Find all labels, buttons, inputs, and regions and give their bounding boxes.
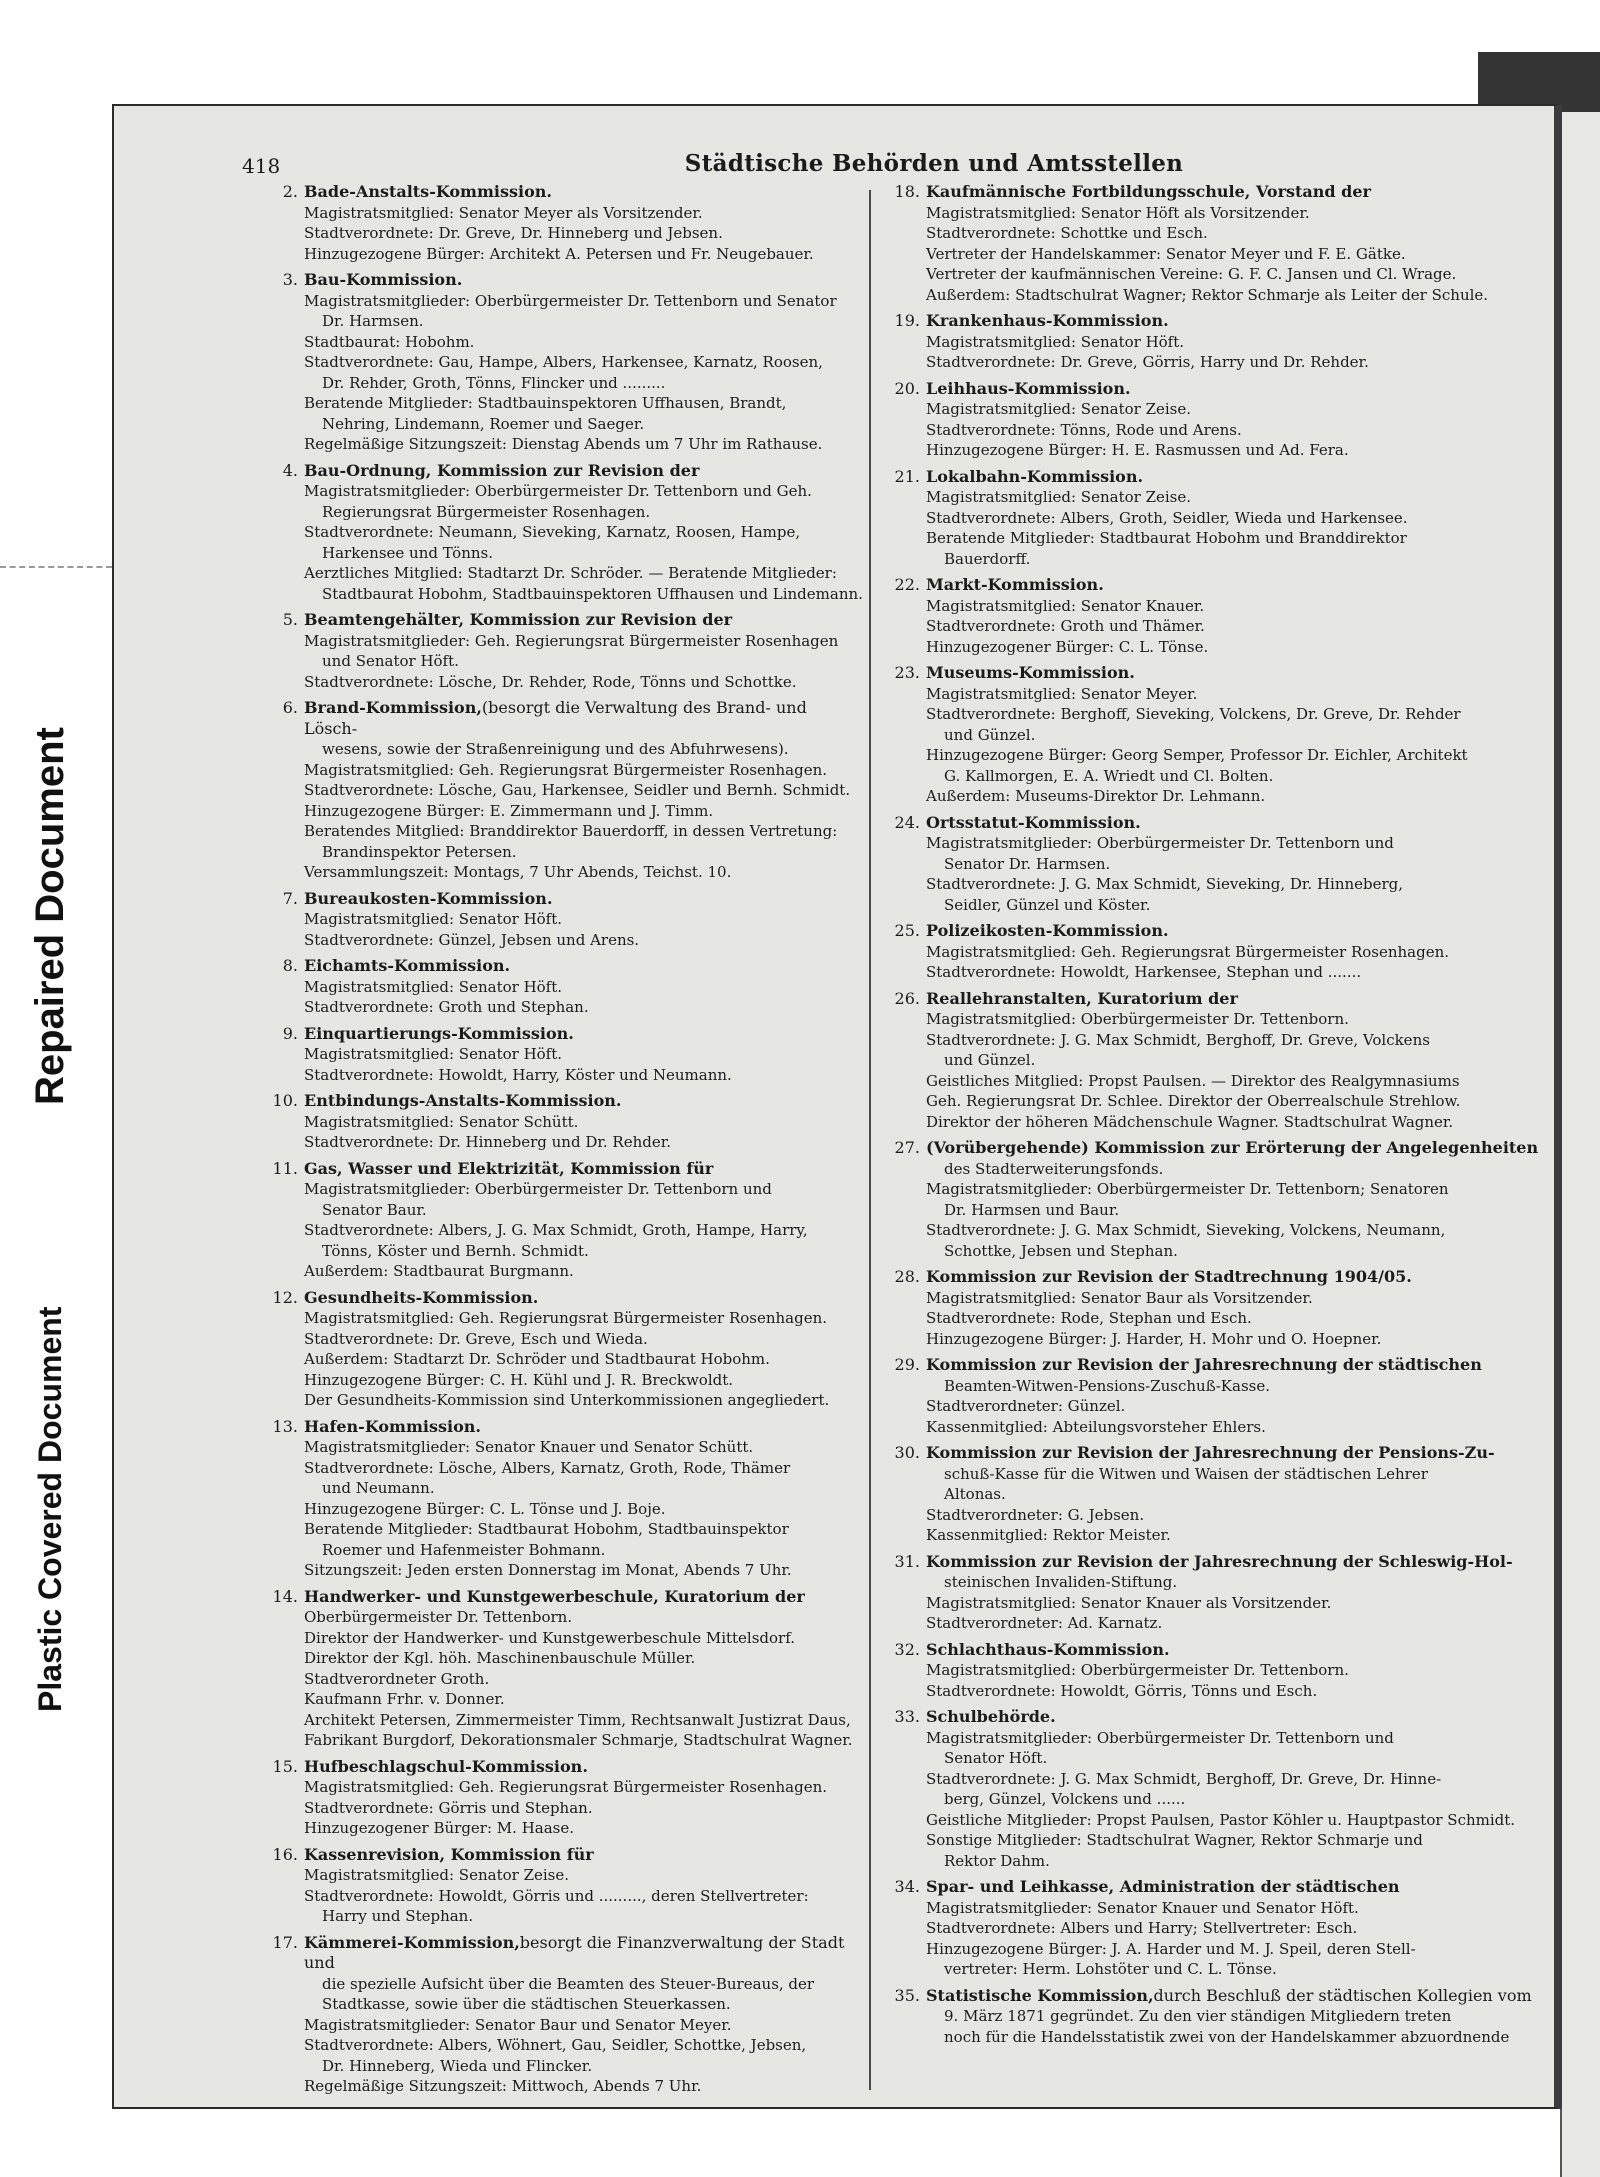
entry-title: Hufbeschlagschul-Kommission. xyxy=(304,1756,588,1776)
entry-line: Kassenmitglied: Rektor Meister. xyxy=(926,1526,1171,1544)
entry-line: wesens, sowie der Straßenreinigung und des Abfuhrwesens). xyxy=(322,740,789,758)
entry-line: Magistratsmitglied: Oberbürgermeister Dr. Tettenborn. xyxy=(926,1661,1349,1679)
dashed-margin-mark xyxy=(0,566,112,568)
entry-line: Stadtverordnete: Rode, Stephan und Esch. xyxy=(926,1309,1252,1327)
entry-line: Magistratsmitglieder: Senator Knauer und Senator Höft. xyxy=(926,1898,1359,1917)
entry-line: Stadtkasse, sowie über die städtischen Steuerkassen. xyxy=(322,1995,731,2013)
entry-line: Stadtverordnete: Schottke und Esch. xyxy=(926,224,1208,242)
entry-title: Brand-Kommission, xyxy=(304,698,482,717)
entry-heading xyxy=(886,1640,1541,1661)
entry-line: Hinzugezogene Bürger: E. Zimmermann und J. Timm. xyxy=(304,801,714,820)
entry-number: 13. xyxy=(272,1416,298,1436)
entry-line: Magistratsmitglieder: Oberbürgermeister Dr. Tettenborn und xyxy=(304,1180,772,1198)
entry-line: Magistratsmitglied: Senator Höft. xyxy=(304,977,563,996)
entry-title: Leihhaus-Kommission. xyxy=(926,378,1131,398)
entry-line: Oberbürgermeister Dr. Tettenborn. xyxy=(304,1608,573,1626)
entry-line: Der Gesundheits-Kommission sind Unterkommissionen angegliedert. xyxy=(304,1391,830,1409)
entry-line: Stadtbaurat: Hobohm. xyxy=(304,332,475,351)
entry-line: Magistratsmitglied: Senator Höft. xyxy=(304,1045,563,1063)
entry-line: Magistratsmitglieder: Oberbürgermeister Dr. Tettenborn; Senatoren xyxy=(926,1180,1449,1198)
commission-entry xyxy=(886,1443,1541,1546)
entry-line: Stadtverordnete: Dr. Greve, Görris, Harry und Dr. Rehder. xyxy=(926,353,1369,371)
commission-entry xyxy=(886,1986,1541,2048)
entry-line: Stadtverordnete: Albers, Groth, Seidler, Wieda und Harkensee. xyxy=(926,508,1408,527)
entry-title: Hafen-Kommission. xyxy=(304,1416,481,1436)
entry-line: Stadtverordnete: Groth und Stephan. xyxy=(304,998,589,1016)
entry-line: Senator Baur. xyxy=(322,1200,427,1219)
entry-line: Altonas. xyxy=(944,1485,1006,1503)
entry-line: Stadtverordnete: Tönns, Rode und Arens. xyxy=(926,420,1242,439)
entry-line: Hinzugezogene Bürger: J. Harder, H. Mohr und O. Hoepner. xyxy=(926,1329,1382,1348)
entry-line: Stadtverordnete: Albers, J. G. Max Schmidt, Groth, Hampe, Harry, xyxy=(304,1221,808,1239)
entry-number: 28. xyxy=(894,1267,920,1286)
entry-line: Stadtverordnete: Dr. Greve, Esch und Wieda. xyxy=(304,1329,648,1348)
entry-line: Magistratsmitglied: Senator Baur als Vorsitzender. xyxy=(926,1288,1313,1307)
entry-title: Ortsstatut-Kommission. xyxy=(926,812,1141,832)
entry-line: Bauerdorff. xyxy=(944,549,1031,568)
entry-line: Seidler, Günzel und Köster. xyxy=(944,895,1151,914)
entry-number: 3. xyxy=(282,270,298,289)
entry-heading xyxy=(264,270,864,291)
entry-title: Museums-Kommission. xyxy=(926,663,1135,682)
entry-line: Aerztliches Mitglied: Stadtarzt Dr. Schröder. — Beratende Mitglieder: xyxy=(304,564,837,582)
entry-line: Außerdem: Museums-Direktor Dr. Lehmann. xyxy=(926,787,1266,805)
entry-line: Harkensee und Tönns. xyxy=(322,543,493,562)
entry-number: 5. xyxy=(282,610,298,629)
entry-line: Stadtverordneter: Günzel. xyxy=(926,1397,1126,1415)
entry-line: Nehring, Lindemann, Roemer und Saeger. xyxy=(322,414,645,433)
entry-line: Stadtverordnete: Albers und Harry; Stellvertreter: Esch. xyxy=(926,1919,1358,1937)
entry-line: schuß-Kasse für die Witwen und Waisen der städtischen Lehrer xyxy=(944,1464,1428,1483)
entry-title-remark: besorgt die Finanzverwaltung der Stadt und xyxy=(304,1932,845,1972)
entry-title: Krankenhaus-Kommission. xyxy=(926,311,1169,330)
commission-entry xyxy=(264,461,864,605)
entry-line: Hinzugezogener Bürger: C. L. Tönse. xyxy=(926,637,1209,656)
entry-line: Hinzugezogene Bürger: Georg Semper, Professor Dr. Eichler, Architekt xyxy=(926,746,1468,764)
entry-line: Beratende Mitglieder: Stadtbauinspektoren Uffhausen, Brandt, xyxy=(304,394,787,412)
entry-line: Regelmäßige Sitzungszeit: Mittwoch, Abends 7 Uhr. xyxy=(304,2077,702,2095)
entry-line: Harry und Stephan. xyxy=(322,1907,474,1925)
entry-line: Dr. Harmsen. xyxy=(322,312,424,330)
entry-line: Stadtverordnete: Albers, Wöhnert, Gau, Seidler, Schottke, Jebsen, xyxy=(304,2036,807,2054)
commission-entry xyxy=(264,1587,864,1751)
entry-number: 29. xyxy=(894,1355,920,1374)
entry-title: Beamtengehälter, Kommission zur Revision der xyxy=(304,610,733,629)
entry-number: 24. xyxy=(894,812,920,832)
entry-line: Magistratsmitglieder: Senator Baur und Senator Meyer. xyxy=(304,2015,732,2034)
entry-line: Magistratsmitglied: Geh. Regierungsrat Bürgermeister Rosenhagen. xyxy=(926,942,1450,961)
entry-line: Hinzugezogene Bürger: Architekt A. Petersen und Fr. Neugebauer. xyxy=(304,244,814,263)
entry-title: Kommission zur Revision der Jahresrechnung der Pensions-Zu- xyxy=(926,1443,1495,1462)
entry-heading xyxy=(264,1587,864,1608)
entry-line: Stadtverordneter Groth. xyxy=(304,1669,490,1688)
commission-entry xyxy=(886,921,1541,983)
entry-line: und Neumann. xyxy=(322,1479,435,1497)
commission-entry xyxy=(886,311,1541,373)
entry-line: Stadtverordnete: Howoldt, Görris und ........., deren Stellvertreter: xyxy=(304,1886,809,1905)
entry-line: Magistratsmitglied: Senator Höft. xyxy=(926,332,1185,351)
commission-entry xyxy=(886,813,1541,916)
entry-line: Hinzugezogene Bürger: J. A. Harder und M. J. Speil, deren Stell- xyxy=(926,1939,1416,1958)
entry-line: des Stadterweiterungsfonds. xyxy=(944,1159,1164,1178)
commission-entry xyxy=(264,1845,864,1927)
entry-line: Stadtverordnete: J. G. Max Schmidt, Berghoff, Dr. Greve, Dr. Hinne- xyxy=(926,1769,1442,1788)
entry-line: Magistratsmitglied: Senator Knauer als Vorsitzender. xyxy=(926,1593,1332,1612)
commission-entry xyxy=(264,610,864,692)
entry-line: Regierungsrat Bürgermeister Rosenhagen. xyxy=(322,502,651,521)
entry-title: Schulbehörde. xyxy=(926,1707,1056,1726)
entry-line: Brandinspektor Petersen. xyxy=(322,842,517,861)
entry-line: Stadtverordnete: Günzel, Jebsen und Arens. xyxy=(304,930,640,949)
commission-entry xyxy=(886,467,1541,570)
entry-title: Gesundheits-Kommission. xyxy=(304,1287,539,1307)
entry-line: Geh. Regierungsrat Dr. Schlee. Direktor der Oberrealschule Strehlow. xyxy=(926,1092,1461,1110)
entry-line: Magistratsmitglied: Senator Meyer. xyxy=(926,684,1198,703)
entry-line: Dr. Rehder, Groth, Tönns, Flincker und ......... xyxy=(322,373,666,392)
commission-entry xyxy=(886,1877,1541,1980)
entry-line: noch für die Handelsstatistik zwei von der Handelskammer abzuordnende xyxy=(944,2027,1510,2046)
commission-entry xyxy=(264,1417,864,1581)
entry-line: Sonstige Mitglieder: Stadtschulrat Wagner, Rektor Schmarje und xyxy=(926,1831,1423,1849)
entry-line: Magistratsmitglied: Oberbürgermeister Dr. Tettenborn. xyxy=(926,1010,1349,1028)
entry-line: Magistratsmitglieder: Oberbürgermeister Dr. Tettenborn und xyxy=(926,834,1394,852)
entry-number: 6. xyxy=(282,698,298,717)
entry-heading xyxy=(264,956,864,977)
commission-entry xyxy=(264,1159,864,1282)
entry-line: und Senator Höft. xyxy=(322,652,459,670)
entry-line: Außerdem: Stadtschulrat Wagner; Rektor Schmarje als Leiter der Schule. xyxy=(926,285,1489,304)
entry-line: Magistratsmitglied: Geh. Regierungsrat Bürgermeister Rosenhagen. xyxy=(304,760,828,779)
entry-heading xyxy=(264,1159,864,1180)
entry-line: vertreter: Herm. Lohstöter und C. L. Tönse. xyxy=(944,1960,1277,1978)
entry-line: Roemer und Hafenmeister Bohmann. xyxy=(322,1540,606,1559)
entry-line: Hinzugezogene Bürger: H. E. Rasmussen und Ad. Fera. xyxy=(926,441,1349,459)
running-title: Städtische Behörden und Amtsstellen xyxy=(684,150,1184,177)
entry-line: Stadtverordnete: Dr. Hinneberg und Dr. Rehder. xyxy=(304,1133,672,1151)
entry-number: 7. xyxy=(282,888,298,908)
entry-line: Geistliche Mitglieder: Propst Paulsen, Pastor Köhler u. Hauptpastor Schmidt. xyxy=(926,1810,1516,1829)
entry-line: Magistratsmitglied: Senator Höft. xyxy=(304,910,563,928)
entry-number: 15. xyxy=(272,1756,298,1776)
entry-title: Bau-Kommission. xyxy=(304,270,463,289)
entry-line: Magistratsmitglieder: Senator Knauer und Senator Schütt. xyxy=(304,1438,754,1456)
entry-line: Magistratsmitglied: Geh. Regierungsrat Bürgermeister Rosenhagen. xyxy=(304,1309,828,1327)
entry-line: Direktor der Kgl. höh. Maschinenbauschule Müller. xyxy=(304,1649,696,1667)
commission-entry xyxy=(264,270,864,455)
entry-line: Beratende Mitglieder: Stadtbaurat Hobohm und Branddirektor xyxy=(926,529,1407,547)
entry-number: 33. xyxy=(894,1707,920,1726)
entry-heading xyxy=(886,467,1541,488)
entry-title: Markt-Kommission. xyxy=(926,575,1104,594)
entry-line: Stadtverordnete: Berghoff, Sieveking, Volckens, Dr. Greve, Dr. Rehder xyxy=(926,705,1461,723)
entry-heading xyxy=(886,182,1541,203)
commission-entry xyxy=(886,1138,1541,1261)
entry-title: Kommission zur Revision der Jahresrechnung der städtischen xyxy=(926,1355,1482,1374)
entry-heading xyxy=(264,1288,864,1309)
entry-number: 25. xyxy=(894,921,920,940)
entry-line: Beratende Mitglieder: Stadtbaurat Hobohm, Stadtbauinspektor xyxy=(304,1520,789,1538)
entry-number: 31. xyxy=(894,1551,920,1571)
entry-number: 19. xyxy=(894,311,920,330)
entry-title: Spar- und Leihkasse, Administration der städtischen xyxy=(926,1877,1400,1896)
entry-title: Reallehranstalten, Kuratorium der xyxy=(926,988,1238,1008)
entry-line: Stadtverordneter: Ad. Karnatz. xyxy=(926,1614,1163,1632)
commission-entry xyxy=(264,889,864,951)
document-page xyxy=(112,104,1562,2109)
entry-line: Magistratsmitglied: Geh. Regierungsrat Bürgermeister Rosenhagen. xyxy=(304,1778,828,1796)
entry-line: Stadtverordnete: Groth und Thämer. xyxy=(926,617,1205,635)
entry-number: 22. xyxy=(894,575,920,594)
entry-title: Kämmerei-Kommission, xyxy=(304,1932,520,1952)
entry-line: Magistratsmitglieder: Oberbürgermeister Dr. Tettenborn und xyxy=(926,1728,1394,1747)
entry-line: Stadtverordneter: G. Jebsen. xyxy=(926,1505,1145,1524)
commission-entry xyxy=(264,1933,864,2097)
entry-line: 9. März 1871 gegründet. Zu den vier ständigen Mitgliedern treten xyxy=(944,2007,1452,2025)
entry-title: Statistische Kommission, xyxy=(926,1985,1154,2005)
entry-number: 8. xyxy=(282,956,298,975)
entry-number: 21. xyxy=(894,466,920,486)
commission-entry xyxy=(264,1288,864,1411)
entry-line: Stadtverordnete: J. G. Max Schmidt, Sieveking, Volckens, Neumann, xyxy=(926,1221,1446,1239)
entry-title: Lokalbahn-Kommission. xyxy=(926,466,1144,486)
entry-line: Magistratsmitglied: Senator Zeise. xyxy=(926,400,1192,418)
entry-title: Handwerker- und Kunstgewerbeschule, Kuratorium der xyxy=(304,1586,805,1606)
entry-title: Bau-Ordnung, Kommission zur Revision der xyxy=(304,460,700,480)
commission-entry xyxy=(886,1707,1541,1871)
entry-line: Stadtverordnete: J. G. Max Schmidt, Sieveking, Dr. Hinneberg, xyxy=(926,875,1404,893)
entry-heading xyxy=(886,813,1541,834)
entry-heading xyxy=(264,1845,864,1866)
commission-entry xyxy=(886,379,1541,461)
entry-line: Dr. Hinneberg, Wieda und Flincker. xyxy=(322,2056,593,2075)
entry-title: Bade-Anstalts-Kommission. xyxy=(304,182,552,201)
entry-number: 10. xyxy=(272,1091,298,1110)
entry-heading xyxy=(886,1986,1541,2007)
entry-number: 2. xyxy=(282,182,298,201)
entry-line: Magistratsmitglied: Senator Meyer als Vorsitzender. xyxy=(304,203,703,222)
entry-line: Direktor der höheren Mädchenschule Wagner. Stadtschulrat Wagner. xyxy=(926,1112,1454,1131)
entry-title: (Vorübergehende) Kommission zur Erörterung der Angelegenheiten xyxy=(926,1138,1539,1157)
commission-entry xyxy=(264,698,864,883)
entry-line: Magistratsmitglied: Senator Knauer. xyxy=(926,596,1205,615)
entry-line: Regelmäßige Sitzungszeit: Dienstag Abends um 7 Uhr im Rathause. xyxy=(304,435,823,453)
entry-line: Direktor der Handwerker- und Kunstgewerbeschule Mittelsdorf. xyxy=(304,1628,796,1647)
entry-title: Entbindungs-Anstalts-Kommission. xyxy=(304,1091,622,1110)
entry-line: Beratendes Mitglied: Branddirektor Bauerdorff, in dessen Vertretung: xyxy=(304,822,838,840)
commission-entry xyxy=(886,663,1541,807)
entry-line: Hinzugezogener Bürger: M. Haase. xyxy=(304,1819,574,1837)
entry-heading xyxy=(886,989,1541,1010)
entry-line: Stadtverordnete: Gau, Hampe, Albers, Harkensee, Karnatz, Roosen, xyxy=(304,353,823,371)
entry-line: steinischen Invaliden-Stiftung. xyxy=(944,1573,1178,1591)
entry-number: 34. xyxy=(894,1877,920,1896)
entry-line: Hinzugezogene Bürger: C. L. Tönse und J. Boje. xyxy=(304,1499,666,1518)
entry-line: Magistratsmitglied: Senator Zeise. xyxy=(304,1866,570,1884)
entry-heading xyxy=(264,889,864,910)
commission-entry xyxy=(264,1024,864,1086)
entry-line: Senator Höft. xyxy=(944,1749,1048,1767)
entry-number: 35. xyxy=(894,1985,920,2005)
entry-line: Tönns, Köster und Bernh. Schmidt. xyxy=(322,1241,589,1260)
entry-line: Geistliches Mitglied: Propst Paulsen. — Direktor des Realgymnasiums xyxy=(926,1071,1460,1090)
entry-title: Kassenrevision, Kommission für xyxy=(304,1844,594,1864)
entry-line: und Günzel. xyxy=(944,725,1036,744)
entry-line: Stadtbaurat Hobohm, Stadtbauinspektoren Uffhausen und Lindemann. xyxy=(322,584,863,603)
entry-heading xyxy=(886,311,1541,332)
entry-title-remark: (besorgt die Verwaltung des Brand- und Lösch- xyxy=(304,698,807,738)
entry-heading xyxy=(264,698,864,739)
entry-line: Kaufmann Frhr. v. Donner. xyxy=(304,1690,505,1708)
entry-number: 11. xyxy=(272,1158,298,1178)
entry-heading xyxy=(886,1355,1541,1376)
entry-heading xyxy=(886,575,1541,596)
entry-line: Stadtverordnete: Howoldt, Harkensee, Stephan und ....... xyxy=(926,963,1362,981)
commission-entry xyxy=(264,182,864,264)
entry-number: 4. xyxy=(282,460,298,480)
scan-edge-strip xyxy=(1478,52,1600,112)
commission-entry xyxy=(886,1267,1541,1349)
repaired-document-label: Repaired Document xyxy=(28,727,72,1105)
entry-heading xyxy=(264,1091,864,1112)
entry-heading xyxy=(886,1877,1541,1898)
entry-line: Stadtverordnete: Dr. Greve, Dr. Hinneberg und Jebsen. xyxy=(304,224,723,242)
adjacent-page-edge xyxy=(1560,112,1600,2177)
entry-line: Vertreter der kaufmännischen Vereine: G. F. C. Jansen und Cl. Wrage. xyxy=(926,265,1457,283)
entry-title-remark: durch Beschluß der städtischen Kollegien vom xyxy=(1153,1985,1532,2005)
entry-line: Magistratsmitglied: Senator Schütt. xyxy=(304,1112,579,1131)
commission-entry xyxy=(264,956,864,1018)
entry-number: 23. xyxy=(894,663,920,682)
entry-heading xyxy=(886,1552,1541,1573)
entry-heading xyxy=(886,663,1541,684)
entry-line: Stadtverordnete: Howoldt, Görris, Tönns und Esch. xyxy=(926,1681,1318,1700)
commission-entry xyxy=(886,989,1541,1133)
entry-title: Eichamts-Kommission. xyxy=(304,956,511,975)
commission-entry xyxy=(886,1640,1541,1702)
entry-line: Fabrikant Burgdorf, Dekorationsmaler Schmarje, Stadtschulrat Wagner. xyxy=(304,1731,853,1749)
commission-entry xyxy=(886,182,1541,305)
entry-line: Kassenmitglied: Abteilungsvorsteher Ehlers. xyxy=(926,1417,1266,1436)
entry-heading xyxy=(264,1024,864,1045)
entry-number: 9. xyxy=(282,1023,298,1043)
entry-line: Sitzungszeit: Jeden ersten Donnerstag im Monat, Abends 7 Uhr. xyxy=(304,1561,792,1579)
entry-number: 12. xyxy=(272,1287,298,1307)
entry-number: 14. xyxy=(272,1586,298,1606)
column-divider xyxy=(869,190,871,2090)
entry-heading xyxy=(264,1417,864,1438)
entry-heading xyxy=(264,610,864,631)
entry-line: Magistratsmitglieder: Oberbürgermeister Dr. Tettenborn und Senator xyxy=(304,291,837,310)
entry-line: Schottke, Jebsen und Stephan. xyxy=(944,1241,1178,1260)
entry-line: Vertreter der Handelskammer: Senator Meyer und F. E. Gätke. xyxy=(926,244,1406,263)
entry-number: 16. xyxy=(272,1844,298,1864)
entry-line: Beamten-Witwen-Pensions-Zuschuß-Kasse. xyxy=(944,1376,1270,1395)
entry-heading xyxy=(886,379,1541,400)
entry-line: Senator Dr. Harmsen. xyxy=(944,854,1111,873)
entry-number: 17. xyxy=(272,1932,298,1952)
entry-line: und Günzel. xyxy=(944,1051,1036,1069)
entry-heading xyxy=(264,1933,864,1974)
entry-line: G. Kallmorgen, E. A. Wriedt und Cl. Bolten. xyxy=(944,766,1274,785)
entry-heading xyxy=(886,1138,1541,1159)
left-column xyxy=(264,182,864,2102)
entry-line: Dr. Harmsen und Baur. xyxy=(944,1200,1120,1219)
right-column xyxy=(886,182,1541,2102)
entry-number: 30. xyxy=(894,1443,920,1462)
entry-line: Außerdem: Stadtarzt Dr. Schröder und Stadtbaurat Hobohm. xyxy=(304,1350,770,1368)
entry-line: Rektor Dahm. xyxy=(944,1851,1050,1870)
entry-line: Stadtverordnete: Neumann, Sieveking, Karnatz, Roosen, Hampe, xyxy=(304,523,801,541)
entry-title: Gas, Wasser und Elektrizität, Kommission für xyxy=(304,1158,714,1178)
entry-title: Kaufmännische Fortbildungsschule, Vorstand der xyxy=(926,182,1371,201)
entry-title: Polizeikosten-Kommission. xyxy=(926,921,1169,940)
entry-line: Stadtverordnete: J. G. Max Schmidt, Berghoff, Dr. Greve, Volckens xyxy=(926,1030,1430,1049)
entry-heading xyxy=(264,461,864,482)
entry-number: 18. xyxy=(894,182,920,201)
entry-title: Kommission zur Revision der Jahresrechnung der Schleswig-Hol- xyxy=(926,1551,1513,1571)
entry-number: 32. xyxy=(894,1639,920,1659)
entry-number: 20. xyxy=(894,378,920,398)
entry-line: Außerdem: Stadtbaurat Burgmann. xyxy=(304,1262,574,1280)
entry-title: Einquartierungs-Kommission. xyxy=(304,1023,574,1043)
entry-title: Bureaukosten-Kommission. xyxy=(304,888,553,908)
page-number: 418 xyxy=(242,154,281,178)
entry-line: Stadtverordnete: Lösche, Dr. Rehder, Rode, Tönns und Schottke. xyxy=(304,672,797,691)
entry-line: Magistratsmitglied: Senator Zeise. xyxy=(926,488,1192,506)
entry-heading xyxy=(264,182,864,203)
entry-heading xyxy=(886,1707,1541,1728)
entry-line: Hinzugezogene Bürger: C. H. Kühl und J. R. Breckwoldt. xyxy=(304,1370,734,1389)
entry-line: Stadtverordnete: Lösche, Albers, Karnatz, Groth, Rode, Thämer xyxy=(304,1458,791,1477)
entry-number: 26. xyxy=(894,988,920,1008)
entry-line: Versammlungszeit: Montags, 7 Uhr Abends, Teichst. 10. xyxy=(304,863,732,881)
commission-entry xyxy=(264,1757,864,1839)
scan-margin-top xyxy=(0,0,1600,52)
entry-title: Kommission zur Revision der Stadtrechnung 1904/05. xyxy=(926,1267,1412,1286)
entry-title: Schlachthaus-Kommission. xyxy=(926,1639,1170,1659)
entry-line: berg, Günzel, Volckens und ...... xyxy=(944,1790,1186,1808)
plastic-covered-label: Plastic Covered Document xyxy=(32,1306,68,1712)
entry-line: Magistratsmitglied: Senator Höft als Vorsitzender. xyxy=(926,203,1310,222)
entry-heading xyxy=(886,1443,1541,1464)
entry-heading xyxy=(264,1757,864,1778)
commission-entry xyxy=(886,575,1541,657)
entry-line: Stadtverordnete: Görris und Stephan. xyxy=(304,1798,593,1817)
commission-entry xyxy=(886,1552,1541,1634)
entry-line: die spezielle Aufsicht über die Beamten des Steuer-Bureaus, der xyxy=(322,1974,815,1993)
entry-heading xyxy=(886,921,1541,942)
entry-number: 27. xyxy=(894,1138,920,1157)
entry-heading xyxy=(886,1267,1541,1288)
commission-entry xyxy=(886,1355,1541,1437)
entry-line: Architekt Petersen, Zimmermeister Timm, Rechtsanwalt Justizrat Daus, xyxy=(304,1710,851,1729)
entry-line: Magistratsmitglieder: Oberbürgermeister Dr. Tettenborn und Geh. xyxy=(304,482,812,500)
commission-entry xyxy=(264,1091,864,1153)
entry-line: Stadtverordnete: Howoldt, Harry, Köster und Neumann. xyxy=(304,1065,732,1084)
entry-line: Magistratsmitglieder: Geh. Regierungsrat Bürgermeister Rosenhagen xyxy=(304,631,839,650)
entry-line: Stadtverordnete: Lösche, Gau, Harkensee, Seidler und Bernh. Schmidt. xyxy=(304,781,851,799)
